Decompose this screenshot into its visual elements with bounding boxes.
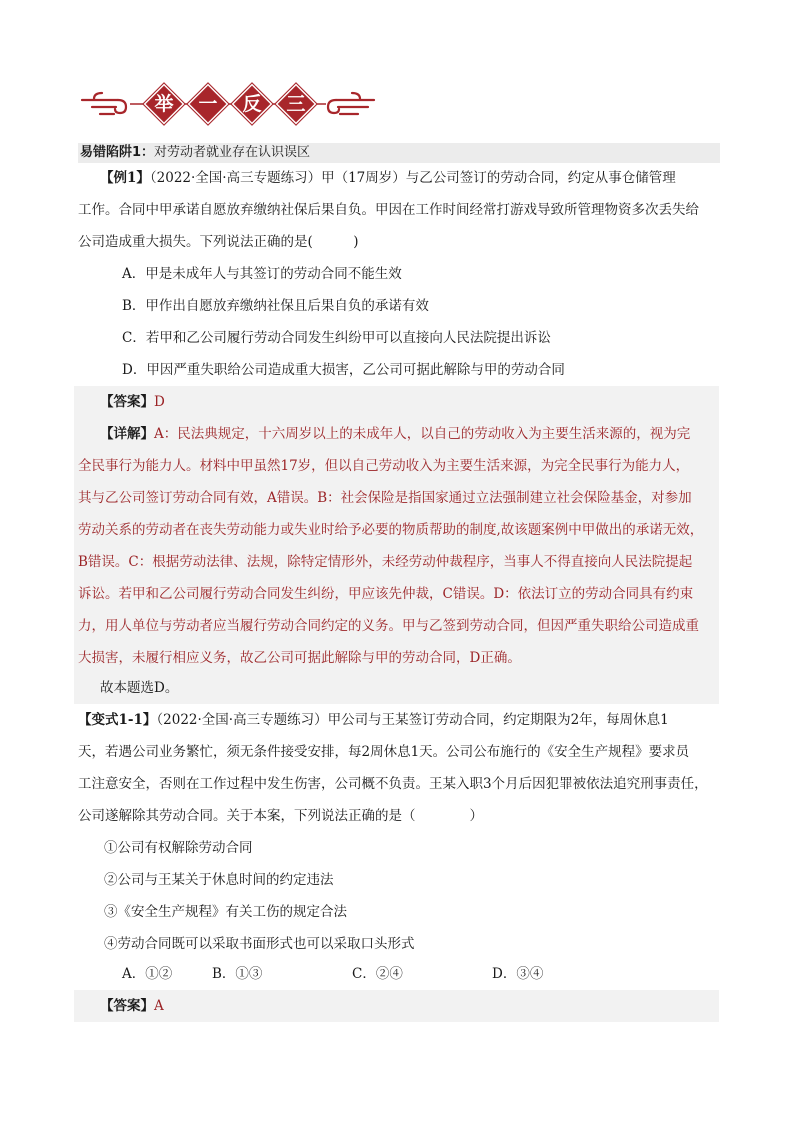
example1-detail-line-4: 劳动关系的劳动者在丧失劳动能力或失业时给予必要的物质帮助的制度,故该题案例中甲做出的承诺无效，	[78, 522, 704, 538]
variant1-tag: 【变式1-1】	[78, 712, 157, 728]
banner-char-fan: 反	[232, 84, 272, 124]
example1-conclusion: 故本题选D。	[100, 680, 179, 696]
banner-char-san: 三	[276, 84, 316, 124]
example1-option-d: D．甲因严重失职给公司造成重大损害，乙公司可据此解除与甲的劳动合同	[122, 362, 565, 378]
example1-option-c: C．若甲和乙公司履行劳动合同发生纠纷甲可以直接向人民法院提出诉讼	[122, 330, 551, 346]
example1-detail-line-2: 全民事行为能力人。材料中甲虽然17岁，但以自己劳动收入为主要生活来源，为完全民事行为能力人，	[78, 458, 690, 474]
banner-char-ju: 举	[144, 84, 184, 124]
banner-char-yi: 一	[188, 84, 228, 124]
example1-detail-line-3: 其与乙公司签订劳动合同有效，A错误。B：社会保险是指国家通过立法强制建立社会保险基金，对参加	[78, 490, 692, 506]
example1-line-3: 公司造成重大损失。下列说法正确的是( )	[78, 234, 359, 250]
section-label-lead: 易错陷阱1：	[80, 145, 155, 160]
variant1-answer: 【答案】A	[100, 998, 164, 1014]
example1-answer: 【答案】D	[100, 394, 165, 410]
example1-option-b: B．甲作出自愿放弃缴纳社保且后果自负的承诺有效	[122, 298, 429, 314]
example1-line-2: 工作。合同中甲承诺自愿放弃缴纳社保后果自负。甲因在工作时间经常打游戏导致所管理物资多次丢失给	[78, 202, 699, 218]
banner-ornament	[78, 80, 378, 130]
variant1-line-4: 公司遂解除其劳动合同。关于本案，下列说法正确的是（ ）	[78, 808, 483, 824]
variant1-choice-a: A．①②	[122, 966, 173, 982]
variant1-statement-4: ④劳动合同既可以采取书面形式也可以采取口头形式	[104, 936, 415, 952]
variant1-line-3: 工注意安全，否则在工作过程中发生伤害，公司概不负责。王某入职3个月后因犯罪被依法追究刑事责任，	[78, 776, 708, 792]
variant1-line-1: 【变式1-1】（2022·全国·高三专题练习）甲公司与王某签订劳动合同，约定期限为2年，每周休息1	[78, 712, 669, 728]
example1-detail-line-7: 力，用人单位与劳动者应当履行劳动合同约定的义务。甲与乙签到劳动合同，但因严重失职给公司造成重	[78, 618, 699, 634]
variant1-statement-1: ①公司有权解除劳动合同	[104, 840, 253, 856]
example1-line-1: 【例1】（2022·全国·高三专题练习）甲（17周岁）与乙公司签订的劳动合同，约定从事仓储管理	[100, 170, 676, 186]
variant1-line-2: 天，若遇公司业务繁忙，须无条件接受安排，每2周休息1天。公司公布施行的《安全生产规程》要求员	[78, 744, 690, 760]
variant1-statement-3: ③《安全生产规程》有关工伤的规定合法	[104, 904, 347, 920]
example1-option-a: A．甲是未成年人与其签订的劳动合同不能生效	[122, 266, 402, 282]
variant1-choice-b: B．①③	[212, 966, 263, 982]
example1-detail-line-8: 大损害，未履行相应义务，故乙公司可据此解除与甲的劳动合同，D正确。	[78, 650, 521, 666]
example1-detail-line-1: 【详解】A：民法典规定，十六周岁以上的未成年人，以自己的劳动收入为主要生活来源的，视为完	[100, 426, 691, 442]
section-label	[78, 143, 720, 163]
variant1-choice-d: D．③④	[492, 966, 544, 982]
banner-ju-yi-fan-san	[78, 80, 378, 130]
variant1-statement-2: ②公司与王某关于休息时间的约定违法	[104, 872, 334, 888]
example1-tag: 【例1】	[100, 170, 150, 186]
example1-detail-line-5: B错误。C：根据劳动法律、法规，除特定情形外，未经劳动仲裁程序，当事人不得直接向人民法院提起	[78, 554, 693, 570]
variant1-choice-c: C．②④	[352, 966, 403, 982]
variant1-answer-block	[74, 990, 719, 1022]
section-label-text: 对劳动者就业存在认识误区	[154, 145, 311, 160]
example1-detail-line-6: 诉讼。若甲和乙公司履行劳动合同发生纠纷，甲应该先仲裁，C错误。D：依法订立的劳动合同具有约束	[78, 586, 694, 602]
